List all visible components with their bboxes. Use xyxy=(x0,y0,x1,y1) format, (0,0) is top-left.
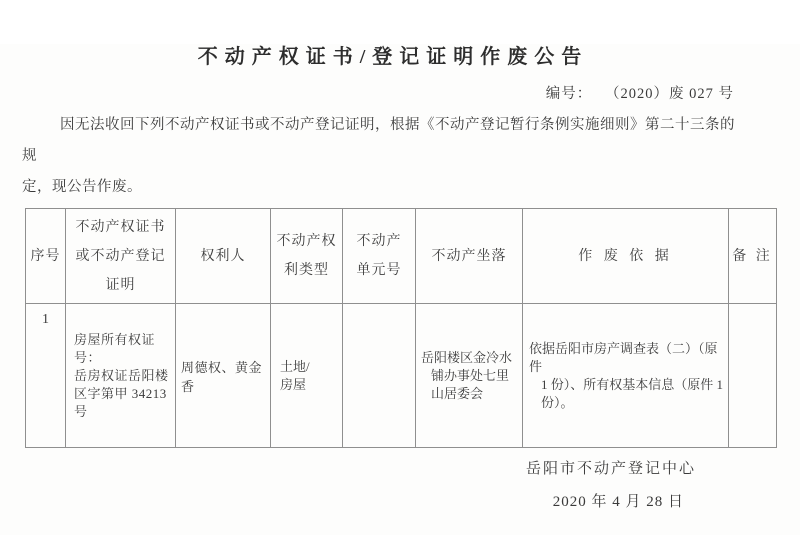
issue-date: 2020 年 4 月 28 日 xyxy=(552,494,684,510)
table-header-row xyxy=(26,209,777,304)
header-right-type: 不动产权 利类型 xyxy=(271,209,343,304)
document-number-value: （2020）废 027 号 xyxy=(612,86,734,102)
cell-certificate: 房屋所有权证号： 岳房权证岳阳楼 区字第甲 34213 号 xyxy=(66,304,176,448)
header-certificate: 不动产权证书 或不动产登记 证明 xyxy=(66,209,176,304)
header-location: 不动产坐落 xyxy=(416,209,523,304)
certificates-table xyxy=(25,208,777,448)
header-seq: 序号 xyxy=(26,209,66,304)
table-row xyxy=(26,304,777,448)
cell-unit-no xyxy=(343,304,416,448)
header-unit-no: 不动产 单元号 xyxy=(343,209,416,304)
document-page xyxy=(0,44,800,535)
header-holder: 权利人 xyxy=(176,209,271,304)
cell-right-type: 土地/ 房屋 xyxy=(271,304,343,448)
cell-remark xyxy=(729,304,777,448)
document-number-label: 编号： xyxy=(545,86,593,102)
intro-line-2: 定，现公告作废。 xyxy=(22,179,142,195)
issuing-organization: 岳阳市不动产登记中心 xyxy=(525,461,696,477)
cell-holder: 周德权、黄金香 xyxy=(176,304,271,448)
document-number xyxy=(0,85,800,103)
intro-line-1: 因无法收回下列不动产权证书或不动产登记证明，根据《不动产登记暂行条例实施细则》第二十三条的规 xyxy=(22,117,735,164)
cell-basis: 依据岳阳市房产调查表（二）（原件 1 份）、所有权基本信息（原件 1 份）。 xyxy=(523,304,729,448)
page-title: 不动产权证书/登记证明作废公告 xyxy=(197,46,589,68)
header-basis: 作 废 依 据 xyxy=(523,209,729,304)
cell-seq: 1 xyxy=(26,304,66,448)
intro-paragraph xyxy=(22,110,742,203)
header-remark: 备 注 xyxy=(729,209,777,304)
cell-location: 岳阳楼区金冷水 铺办事处七里 山居委会 xyxy=(416,304,523,448)
